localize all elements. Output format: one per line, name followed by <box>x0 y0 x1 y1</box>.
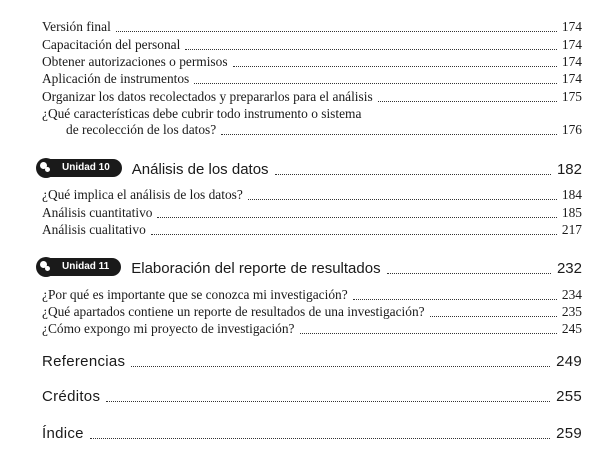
toc-entry-label: Análisis cuantitativo <box>42 205 153 220</box>
unit-heading-10[interactable] <box>36 159 582 179</box>
unit-badge-label: Unidad 10 <box>48 159 122 177</box>
toc-entry-label: Créditos <box>42 388 101 405</box>
toc-entry[interactable] <box>42 321 582 337</box>
dot-leader <box>194 83 557 84</box>
dot-leader <box>151 234 557 235</box>
dot-leader <box>430 316 557 317</box>
unit-badge <box>36 258 121 276</box>
toc-entry[interactable] <box>42 287 582 303</box>
toc-back-matter-credits[interactable] <box>42 388 582 406</box>
dot-leader <box>353 299 557 300</box>
unit-badge-icon <box>36 158 56 178</box>
toc-entry-page: 174 <box>561 54 582 69</box>
dot-leader <box>185 49 557 50</box>
dot-leader <box>90 438 550 439</box>
dot-leader <box>131 366 550 367</box>
toc-entry-page: 176 <box>561 122 582 137</box>
dot-leader <box>233 66 557 67</box>
toc-entry-multiline[interactable] <box>42 106 582 138</box>
toc-entry-page: 234 <box>561 287 582 302</box>
toc-entry-page: 174 <box>561 71 582 86</box>
dot-leader <box>378 101 557 102</box>
toc-entry-label: ¿Qué implica el análisis de los datos? <box>42 187 243 202</box>
toc-entry-label: Capacitación del personal <box>42 37 181 52</box>
toc-entry-label: ¿Cómo expongo mi proyecto de investigación? <box>42 321 295 336</box>
toc-entry[interactable] <box>42 205 582 221</box>
toc-entry-label: Aplicación de instrumentos <box>42 71 190 86</box>
unit-title: Análisis de los datos <box>131 161 269 178</box>
toc-entry-page: 174 <box>561 19 582 34</box>
unit-badge-icon <box>36 257 56 277</box>
toc-entry-page: 175 <box>561 89 582 104</box>
toc-entry-page: 235 <box>561 304 582 319</box>
unit-heading-11[interactable] <box>36 258 582 278</box>
toc-entry[interactable] <box>42 37 582 53</box>
toc-entry-page: 185 <box>561 205 582 220</box>
toc-entry[interactable] <box>42 54 582 70</box>
dot-leader <box>387 273 551 274</box>
toc-entry-page: 217 <box>561 222 582 237</box>
dot-leader <box>106 401 550 402</box>
toc-entry-label: ¿Por qué es importante que se conozca mi investigación? <box>42 287 348 302</box>
dot-leader <box>248 199 557 200</box>
toc-back-matter-index[interactable] <box>42 425 582 443</box>
toc-entry-page: 259 <box>556 425 582 442</box>
toc-entry-page: 255 <box>556 388 582 405</box>
toc-entry-label: Análisis cualitativo <box>42 222 146 237</box>
unit-page: 182 <box>556 161 582 178</box>
unit-badge-label: Unidad 11 <box>48 258 121 276</box>
unit-badge <box>36 159 122 177</box>
unit-title: Elaboración del reporte de resultados <box>131 260 381 277</box>
dot-leader <box>275 174 551 175</box>
toc-entry[interactable] <box>42 187 582 203</box>
toc-entry[interactable] <box>42 304 582 320</box>
toc-entry-label-line1: ¿Qué características debe cubrir todo instrumento o sistema <box>42 106 362 121</box>
toc-entry-label: Versión final <box>42 19 111 34</box>
dot-leader <box>221 134 557 135</box>
toc-entry[interactable] <box>42 89 582 105</box>
toc-entry[interactable] <box>42 71 582 87</box>
dot-leader <box>116 31 557 32</box>
dot-leader <box>300 333 557 334</box>
toc-entry-label: Referencias <box>42 353 126 370</box>
toc-entry-label: ¿Qué apartados contiene un reporte de resultados de una investigación? <box>42 304 425 319</box>
toc-entry-page: 174 <box>561 37 582 52</box>
toc-entry[interactable] <box>42 19 582 35</box>
toc-entry-page: 184 <box>561 187 582 202</box>
toc-entry-label-line2: de recolección de los datos? <box>66 122 217 137</box>
toc-entry[interactable] <box>42 222 582 238</box>
toc-entry-page: 245 <box>561 321 582 336</box>
unit-page: 232 <box>556 260 582 277</box>
toc-entry-label: Organizar los datos recolectados y prepararlos para el análisis <box>42 89 373 104</box>
toc-entry-label: Obtener autorizaciones o permisos <box>42 54 228 69</box>
dot-leader <box>157 217 556 218</box>
toc-entry-label: Índice <box>42 425 84 442</box>
toc-entry-page: 249 <box>556 353 582 370</box>
toc-back-matter-references[interactable] <box>42 353 582 371</box>
